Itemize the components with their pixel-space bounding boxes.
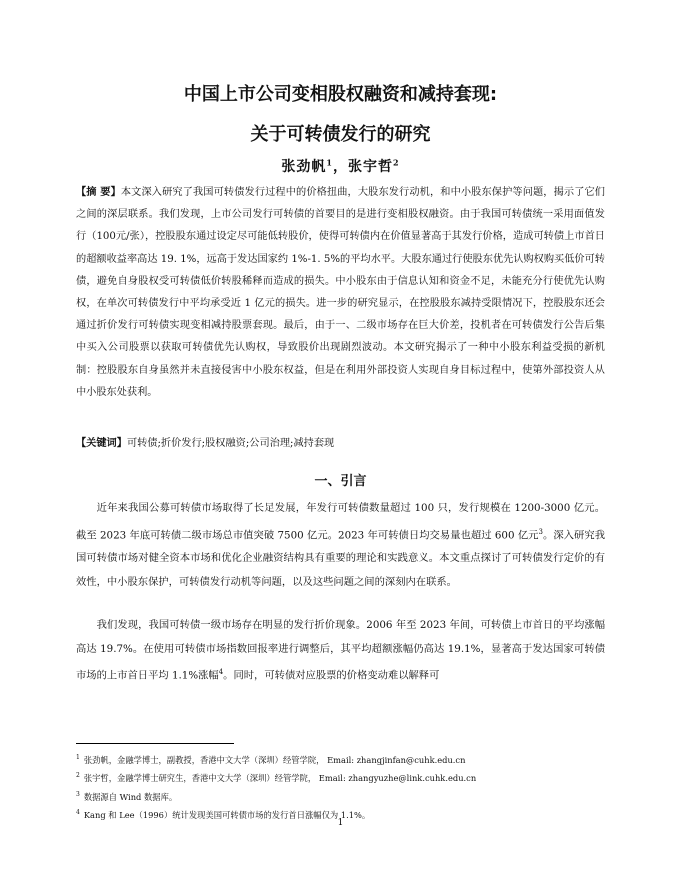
footnote-3-text: 数据源自 Wind 数据库。 bbox=[83, 791, 178, 802]
footnote-1-mark: 1 bbox=[76, 754, 80, 761]
footnotes bbox=[76, 750, 605, 823]
abstract bbox=[76, 182, 605, 404]
body-paragraph-2 bbox=[76, 614, 605, 688]
p2-text-a: 我们发现，我国可转债一级市场存在明显的发行折价现象。2006 年至 2023 年间，可转债上市首日的平均涨幅高达 19.7%。在使用可转债市场指数回报率进行调整后，其平均超额涨幅仍高达 19.1%，显著高于发达国家可转债市场的上市首日平均 1.1%涨幅 bbox=[76, 619, 605, 682]
section-heading-introduction: 一、引言 bbox=[314, 474, 367, 489]
footnote-2-text: 张宇哲，金融学博士研究生，香港中文大学（深圳）经管学院， Email: zhangyuzhe@link.cuhk.edu.cn bbox=[83, 773, 477, 784]
p1-footnote-ref[interactable]: 3 bbox=[538, 527, 543, 536]
footnote-1 bbox=[76, 750, 605, 768]
footnote-1-text: 张劲帆，金融学博士，副教授，香港中文大学（深圳）经管学院， Email: zhangjinfan@cuhk.edu.cn bbox=[83, 754, 466, 765]
p1-text-b: 。深入研究我国可转债市场对健全资本市场和优化企业融资结构具有重要的理论和实践意义。本文重点探讨了可转债发行定价的有效性，中小股东保护，可转债发行动机等问题，以及这些问题之间的深刻内在联系。 bbox=[76, 528, 605, 588]
paper-title-line1: 中国上市公司变相股权融资和减持套现: bbox=[183, 84, 498, 105]
author-line bbox=[0, 156, 681, 176]
author-2: 张宇哲 bbox=[348, 159, 393, 175]
p2-text-b: 。同时，可转债对应股票的价格变动难以解释可 bbox=[223, 669, 440, 682]
keywords bbox=[76, 434, 605, 454]
footnote-4-mark: 4 bbox=[76, 809, 80, 817]
keywords-label: 【关键词】 bbox=[76, 438, 127, 449]
footnote-2 bbox=[76, 768, 605, 786]
footnote-2-mark: 2 bbox=[76, 772, 80, 780]
author-separator: ， bbox=[333, 159, 348, 175]
footnote-3-mark: 3 bbox=[76, 790, 80, 798]
abstract-label: 【摘 要】 bbox=[76, 187, 121, 198]
author-2-footnote-mark: 2 bbox=[393, 157, 400, 168]
footnote-3 bbox=[76, 787, 605, 805]
author-1-footnote-mark: 1 bbox=[326, 157, 333, 168]
footnote-4-text: Kang 和 Lee（1996）统计发现美国可转债市场的发行首日涨幅仅为 1.1%。 bbox=[83, 809, 371, 820]
p2-footnote-ref[interactable]: 4 bbox=[218, 668, 224, 676]
abstract-text: 本文深入研究了我国可转债发行过程中的价格扭曲，大股东发行动机，和中小股东保护等问题，揭示了它们之间的深层联系。我们发现，上市公司发行可转债的首要目的是进行变相股权融资。由于我国可转债统一采用面值发行（100元/张），控股股东通过设定尽可能低转股价，使得可转债内在价值显著高于其发行价格，造成可转债上市首日的超额收益率高达 19. 1%，远高于发达国家约 1%-1. 5%的平均水平。大股东通过行使股东优先认购权购买低价可转债，避免自身股权受可转债低价转股稀释而造成的损失。中小股东由于信息认知和资金不足，未能充分行使优先认购权，在单次可转债发行中平均承受近 1 亿元的损失。进一步的研究显示，在控股股东减持受限情况下，控股股东还会通过折价发行可转债实现变相减持股票套现。最后，由于一、二级市场存在巨大价差，投机者在可转债发行公告后集中买入公司股票以获取可转债优先认购权，导致股价出现剧烈波动。本文研究揭示了一种中小股东利益受损的新机制：控股股东自身虽然并未直接侵害中小股东权益，但是在利用外部投资人实现自身目标过程中，使第外部投资人从中小股东处获利。 bbox=[76, 187, 605, 398]
p1-text-a: 近年来我国公募可转债市场取得了长足发展，年发行可转债数量超过 100 只，发行规模在 1200-3000 亿元。截至 2023 年底可转债二级市场总市值突破 7500 亿元。2023 年可转债日均交易量也超过 600 亿元 bbox=[76, 502, 605, 541]
author-1: 张劲帆 bbox=[281, 159, 327, 175]
body-paragraph-1 bbox=[76, 497, 605, 594]
keywords-text: 可转债;折价发行;股权融资;公司治理;减持套现 bbox=[126, 438, 335, 449]
page-number: 1 bbox=[337, 818, 344, 828]
paper-title-line2: 关于可转债发行的研究 bbox=[250, 124, 431, 145]
footnote-divider bbox=[76, 743, 234, 744]
